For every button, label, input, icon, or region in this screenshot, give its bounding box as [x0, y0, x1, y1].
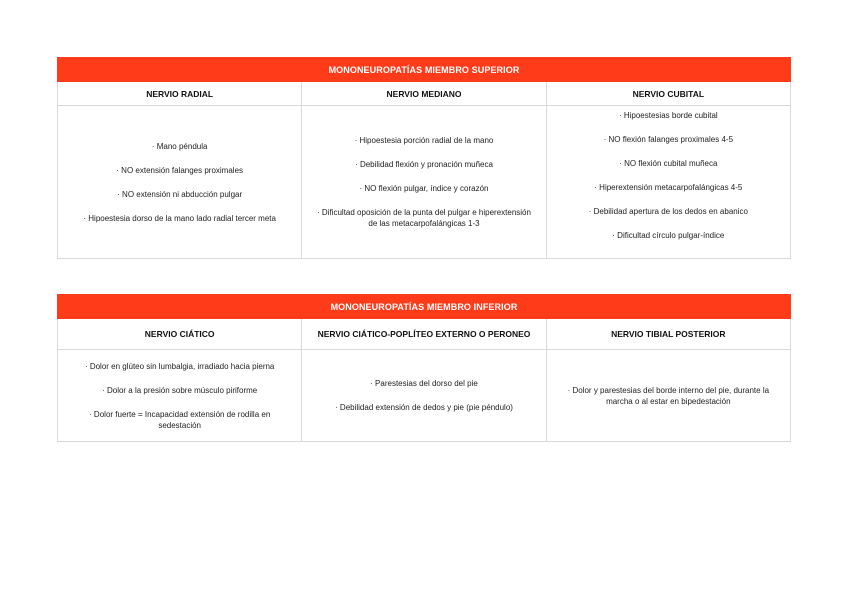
- symptom-item: · Hipoestesias borde cubital: [618, 111, 718, 120]
- symptom-item: · Dolor a la presión sobre músculo piriforme: [102, 385, 258, 395]
- cell-nervio-tibial-posterior: [546, 350, 790, 442]
- symptom-item: · Parestesias del dorso del pie: [370, 379, 478, 388]
- symptom-item: · NO flexión cubital muñeca: [619, 159, 718, 168]
- symptom-item: · Dolor en glúteo sin lumbalgia, irradiado hacia pierna: [84, 361, 275, 371]
- symptom-item: · NO flexión pulgar, índice y corazón: [359, 184, 489, 193]
- symptom-item: · Dolor fuerte = Incapacidad extensión de rodilla en sedestación: [89, 409, 271, 430]
- header-nervio-tibial-posterior: NERVIO TIBIAL POSTERIOR: [546, 319, 790, 350]
- symptom-item: · Dolor y parestesias del borde interno del pie, durante la marcha o al estar en bipedestación: [567, 385, 770, 406]
- symptom-item: · Dificultad círculo pulgar-índice: [612, 231, 725, 240]
- cell-nervio-mediano: [302, 106, 546, 259]
- symptom-item: · NO extensión ni abducción pulgar: [117, 189, 243, 199]
- table-miembro-inferior: [57, 294, 791, 442]
- table-miembro-superior: [57, 57, 791, 259]
- symptom-item: · NO flexión falanges proximales 4-5: [603, 135, 734, 144]
- table-title: MONONEUROPATÍAS MIEMBRO SUPERIOR: [58, 58, 791, 82]
- header-nervio-peroneo: NERVIO CIÁTICO-POPLÍTEO EXTERNO O PERONEO: [302, 319, 546, 350]
- symptom-item: · Hiperextensión metacarpofalángicas 4-5: [594, 183, 743, 192]
- symptom-item: · Debilidad apertura de los dedos en abanico: [588, 207, 748, 216]
- cell-nervio-peroneo: [302, 350, 546, 442]
- header-nervio-cubital: NERVIO CUBITAL: [546, 82, 790, 106]
- symptom-item: · Hipoestesia dorso de la mano lado radial tercer meta: [83, 213, 276, 223]
- table-title: MONONEUROPATÍAS MIEMBRO INFERIOR: [58, 295, 791, 319]
- symptom-item: · NO extensión falanges proximales: [116, 165, 244, 175]
- symptom-item: · Mano péndula: [151, 141, 208, 151]
- symptom-item: · Dificultad oposición de la punta del pulgar e hiperextensión de las metacarpofalángicas 1-3: [317, 208, 531, 228]
- symptom-item: · Hipoestesia porción radial de la mano: [354, 136, 494, 145]
- cell-nervio-cubital: [546, 106, 790, 259]
- cell-nervio-radial: [58, 106, 302, 259]
- header-nervio-mediano: NERVIO MEDIANO: [302, 82, 546, 106]
- symptom-item: · Debilidad extensión de dedos y pie (pie péndulo): [335, 403, 513, 412]
- symptom-item: · Debilidad flexión y pronación muñeca: [355, 160, 493, 169]
- header-nervio-ciatico: NERVIO CIÁTICO: [58, 319, 302, 350]
- cell-nervio-ciatico: [58, 350, 302, 442]
- header-nervio-radial: NERVIO RADIAL: [58, 82, 302, 106]
